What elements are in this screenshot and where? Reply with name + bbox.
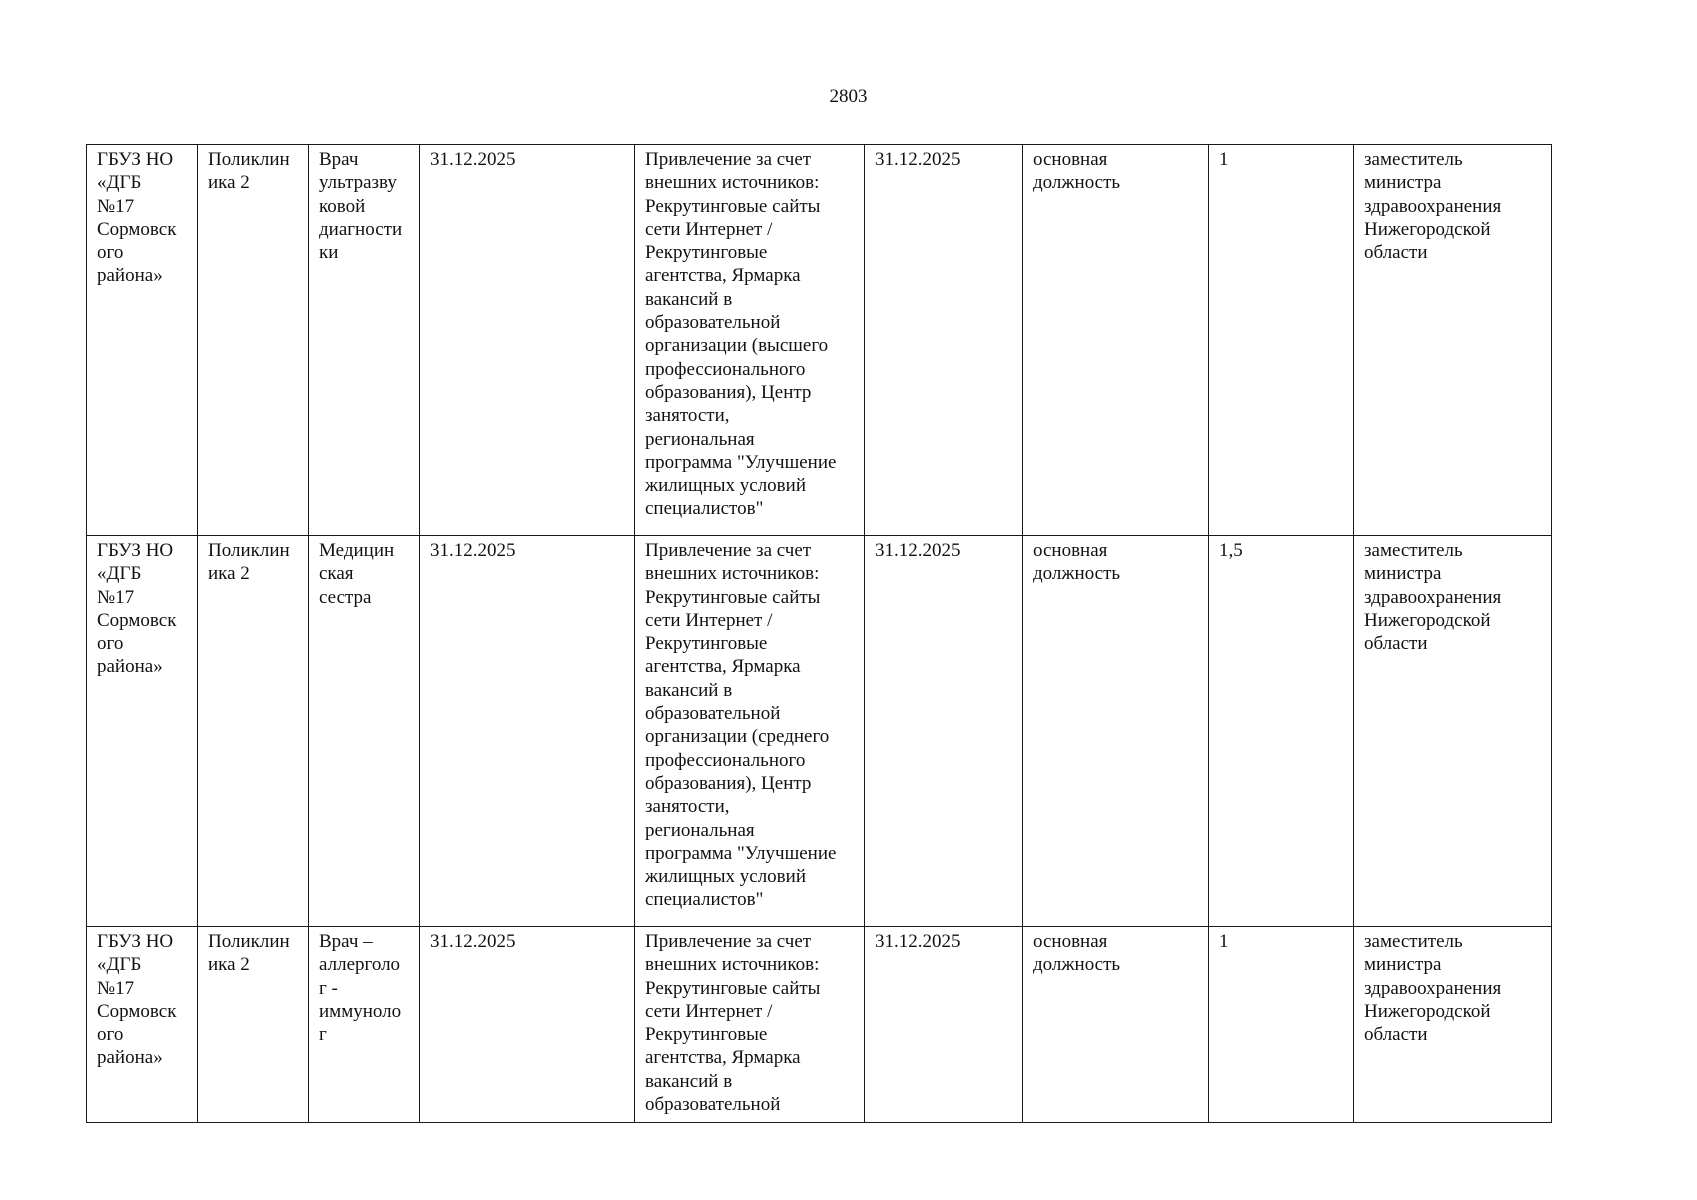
subdivision-cell <box>198 927 309 1123</box>
rate-text: 1,5 <box>1219 540 1243 561</box>
subdivision-cell <box>198 145 309 536</box>
position-type-text: основная должность <box>1033 149 1121 194</box>
date2-text: 31.12.2025 <box>875 540 961 561</box>
position-type-cell <box>1023 145 1209 536</box>
position-text: Врач – аллерголо г - иммуноло г <box>319 931 402 1046</box>
rate-text: 1 <box>1219 931 1229 952</box>
staffing-table <box>86 144 1552 1123</box>
date2-cell <box>865 145 1023 536</box>
date2-text: 31.12.2025 <box>875 931 961 952</box>
position-type-cell <box>1023 536 1209 927</box>
table-row <box>87 536 1552 927</box>
subdivision-cell <box>198 536 309 927</box>
date2-text: 31.12.2025 <box>875 149 961 170</box>
position-cell <box>309 145 420 536</box>
subdivision-text: Поликлин ика 2 <box>208 931 290 976</box>
measures-cell <box>635 536 865 927</box>
date1-cell <box>420 536 635 927</box>
measures-cell <box>635 927 865 1123</box>
measures-text: Привлечение за счет внешних источников: Рекрутинговые сайты сети Интернет / Рекрутинговые агентства, Ярмарка вакансий в образовательной организации (среднего профессионального образования), Центр занятости, региональная программа "Улучшение жилищных условий специалистов" <box>645 540 837 911</box>
organization-cell <box>87 536 198 927</box>
rate-cell <box>1209 536 1354 927</box>
date1-cell <box>420 927 635 1123</box>
position-cell <box>309 536 420 927</box>
measures-text: Привлечение за счет внешних источников: Рекрутинговые сайты сети Интернет / Рекрутинговые агентства, Ярмарка вакансий в образовательной <box>645 931 821 1116</box>
position-text: Медицин ская сестра <box>319 540 395 608</box>
responsible-text: заместитель министра здравоохранения Нижегородской области <box>1364 931 1502 1046</box>
date2-cell <box>865 927 1023 1123</box>
organization-text: ГБУЗ НО «ДГБ №17 Сормовск ого района» <box>97 149 177 287</box>
responsible-cell <box>1354 536 1552 927</box>
position-cell <box>309 927 420 1123</box>
responsible-text: заместитель министра здравоохранения Нижегородской области <box>1364 149 1502 264</box>
position-type-cell <box>1023 927 1209 1123</box>
responsible-cell <box>1354 145 1552 536</box>
date1-text: 31.12.2025 <box>430 149 516 170</box>
responsible-text: заместитель министра здравоохранения Нижегородской области <box>1364 540 1502 655</box>
position-type-text: основная должность <box>1033 931 1121 976</box>
measures-text: Привлечение за счет внешних источников: Рекрутинговые сайты сети Интернет / Рекрутинговые агентства, Ярмарка вакансий в образовательной организации (высшего профессионального образования), Центр занятости, региональная программа "Улучшение жилищных условий специалистов" <box>645 149 837 520</box>
organization-text: ГБУЗ НО «ДГБ №17 Сормовск ого района» <box>97 540 177 678</box>
rate-cell <box>1209 927 1354 1123</box>
subdivision-text: Поликлин ика 2 <box>208 540 290 585</box>
date1-cell <box>420 145 635 536</box>
rate-text: 1 <box>1219 149 1229 170</box>
table-row <box>87 927 1552 1123</box>
date2-cell <box>865 536 1023 927</box>
date1-text: 31.12.2025 <box>430 931 516 952</box>
measures-cell <box>635 145 865 536</box>
organization-cell <box>87 927 198 1123</box>
responsible-cell <box>1354 927 1552 1123</box>
table-row <box>87 145 1552 536</box>
position-text: Врач ультразву ковой диагности ки <box>319 149 403 264</box>
organization-cell <box>87 145 198 536</box>
date1-text: 31.12.2025 <box>430 540 516 561</box>
page-number: 2803 <box>829 86 868 107</box>
organization-text: ГБУЗ НО «ДГБ №17 Сормовск ого района» <box>97 931 177 1069</box>
position-type-text: основная должность <box>1033 540 1121 585</box>
rate-cell <box>1209 145 1354 536</box>
subdivision-text: Поликлин ика 2 <box>208 149 290 194</box>
